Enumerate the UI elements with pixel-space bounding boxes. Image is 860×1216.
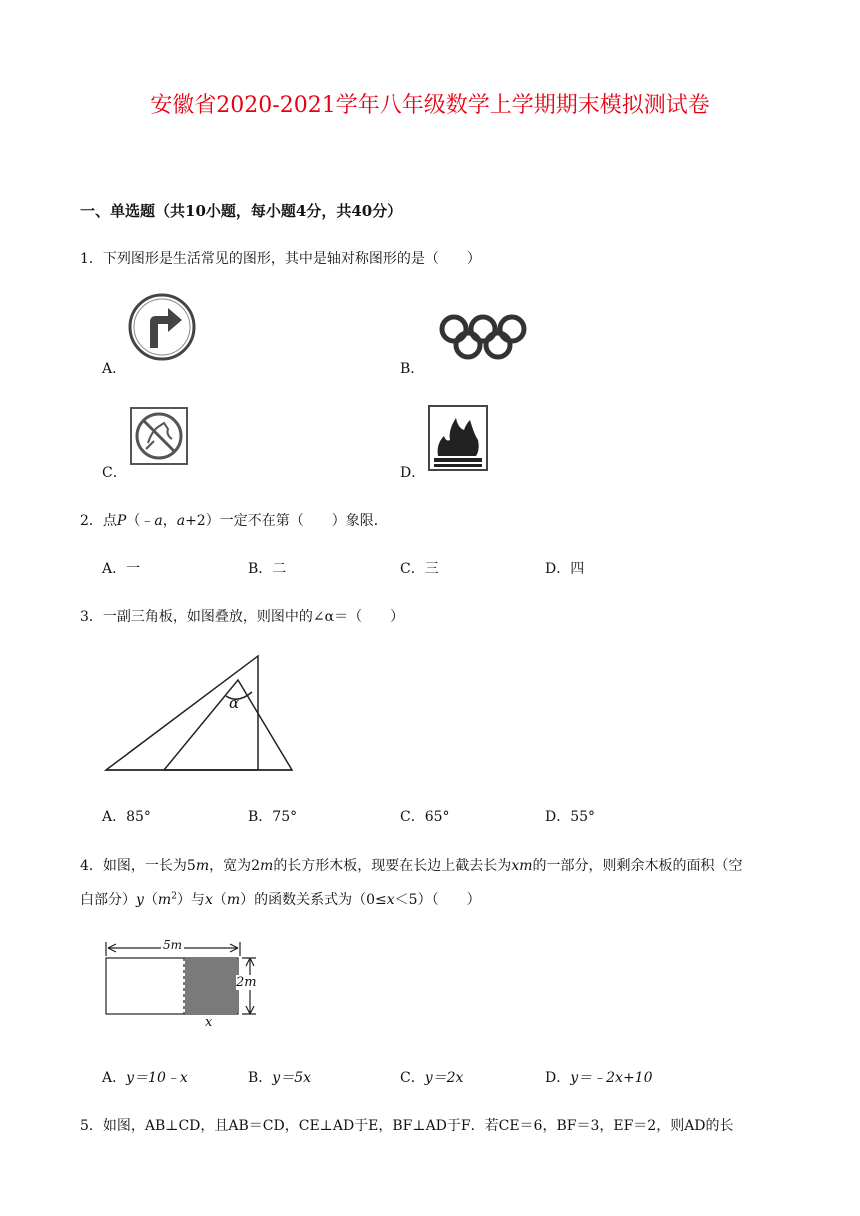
cut-length-label: x <box>205 1015 213 1030</box>
section-heading: 一、单选题（共10小题，每小题4分，共40分） <box>80 202 403 220</box>
q4-option-c: C．y＝2x <box>400 1070 464 1086</box>
q3-option-b: B．75° <box>248 809 298 825</box>
alpha-angle-label: α <box>229 694 240 712</box>
fire-sign-icon <box>426 404 490 472</box>
olympic-rings-icon <box>438 313 530 365</box>
q2-option-d: D．四 <box>545 561 585 577</box>
q1-option-b-label: B． <box>400 361 425 377</box>
q2-option-b: B．二 <box>248 561 287 577</box>
triangle-rulers-figure <box>100 652 300 776</box>
q4-option-b: B．y＝5x <box>248 1070 312 1086</box>
width-label: 2m <box>236 975 257 990</box>
question-3-stem: 3．一副三角板，如图叠放，则图中的∠α＝（ ） <box>80 609 405 625</box>
turn-right-sign-icon <box>128 292 198 362</box>
q3-option-a: A．85° <box>102 809 151 825</box>
q2-option-c: C．三 <box>400 561 439 577</box>
question-1-stem: 1．下列图形是生活常见的图形，其中是轴对称图形的是（ ） <box>80 251 481 267</box>
question-2-stem: 2．点P（﹣a，a+2）一定不在第（ ）象限． <box>80 513 388 529</box>
q1-option-c-label: C． <box>102 465 127 481</box>
q3-option-d: D．55° <box>545 809 596 825</box>
q4-option-a: A．y＝10﹣x <box>102 1070 188 1086</box>
question-4-stem-line1: 4．如图，一长为5m，宽为2m的长方形木板，现要在长边上截去长为xm的一部分，则剩余木板的面积（空 <box>80 858 743 874</box>
page-title: 安徽省2020-2021学年八年级数学上学期期末模拟测试卷 <box>150 93 710 118</box>
q1-option-d-label: D． <box>400 465 426 481</box>
no-phone-sign-icon <box>128 405 190 467</box>
question-5-stem: 5．如图，AB⊥CD，且AB＝CD，CE⊥AD于E，BF⊥AD于F．若CE＝6，BF＝3，EF＝2，则AD的长 <box>80 1118 734 1134</box>
question-4-stem-line2: 白部分）$y(m^2)$与x（m）的函数关系式为（0≤x＜5）（ ） <box>80 891 481 908</box>
q4-option-d: D．y＝﹣2x+10 <box>545 1070 653 1086</box>
q3-option-c: C．65° <box>400 809 450 825</box>
q1-option-a-label: A． <box>102 361 127 377</box>
q2-option-a: A．一 <box>102 561 141 577</box>
length-label: 5m <box>163 938 183 952</box>
